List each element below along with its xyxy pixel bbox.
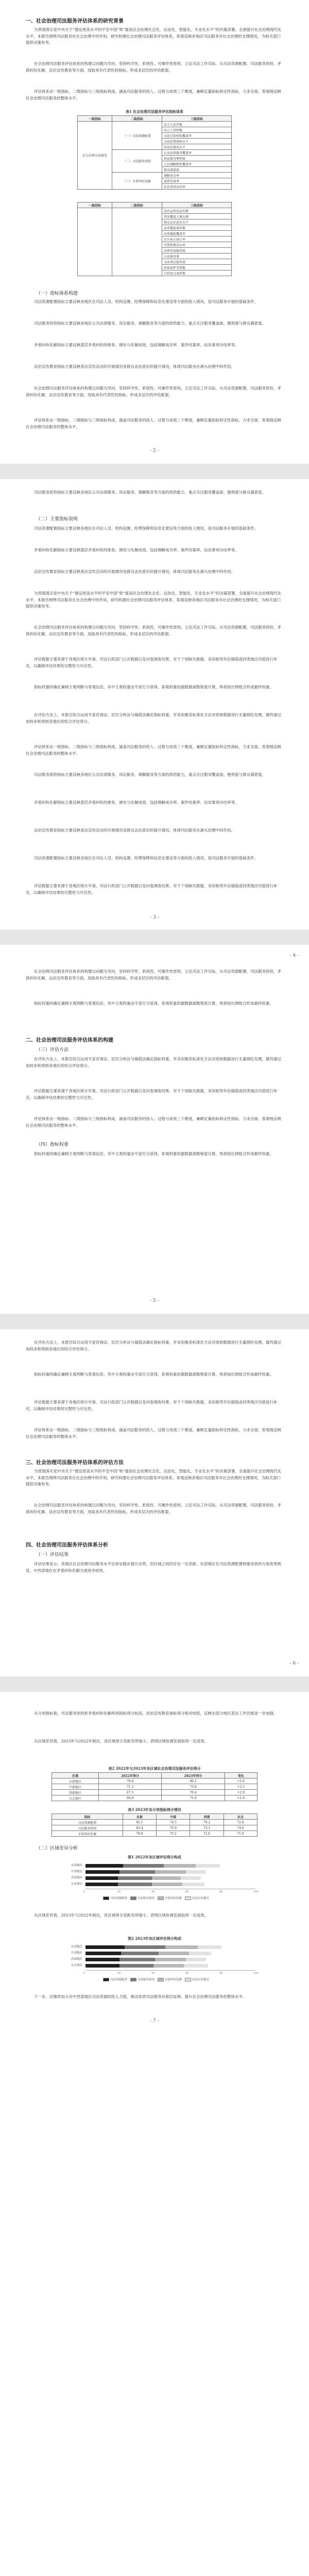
bar-category-label: 西部地区 xyxy=(71,1876,82,1879)
table-cell: 67.5 xyxy=(98,1790,161,1795)
table-cell: 70.4 xyxy=(162,1790,225,1795)
table-caption: 表2 2022年与2023年各区域社会治理司法服务评估得分 xyxy=(108,1766,201,1771)
table-row xyxy=(52,1790,258,1795)
bar-segment xyxy=(165,1945,198,1949)
paragraph: 从区域差异看，2023年与2022年相比，各区域得分差距有所缩小，表明区域协调发展取得一定成效。 xyxy=(34,1739,209,1743)
table-cell: 诉讼服务便利度 xyxy=(162,156,232,161)
bar-category-label: 东部地区 xyxy=(71,1945,82,1948)
legend-label: 司法服务供给 xyxy=(137,1897,154,1900)
stacked-bar-chart-2023 xyxy=(41,1944,268,1986)
bar-segment xyxy=(119,1958,155,1961)
table-cell: 中部地区 xyxy=(52,1784,99,1790)
paragraph: 为贯彻落实党中央关于“建设更高水平的平安中国”和“提高社会治理社会化、法治化、智能化、专业化水平”的决策部署，全面提升社会治理现代化水平，本报告围绕司法服务在社会治理中的作用，研究构建社会治理司法服务评估体系，客观反映各地区司法服务对社会治理的支撑情况，为相关部门提供决策参考。 xyxy=(26,27,282,45)
bar-segment xyxy=(119,1870,155,1874)
legend-swatch xyxy=(185,1896,191,1900)
table-cell: 人民调解组织覆盖率 xyxy=(162,161,232,167)
table-header-cell: 西部 xyxy=(190,1814,224,1820)
x-tick-label: 60 xyxy=(185,1972,189,1975)
legend-swatch xyxy=(103,1978,109,1981)
bar-row xyxy=(41,1944,268,1950)
table-cell: 法治宣传活动次数 xyxy=(162,208,232,214)
bar-category-label: 西部地区 xyxy=(71,1958,82,1961)
table-cell: +2.9 xyxy=(225,1790,257,1795)
legend-label: 司法资源配置 xyxy=(110,1897,127,1900)
paragraph: 评估体系由一级指标、二级指标与三级指标构成，涵盖司法服务的投入、过程与成效三个维度，兼顾定量指标和定性指标，力求全面、客观地反映社会治理司法服务的整体水平。 xyxy=(26,418,281,429)
table-cell: 公共法律服务覆盖率 xyxy=(162,150,232,156)
paragraph: 司法服务供给指标主要反映各地区公共法律服务、诉讼服务、调解服务等方面的供给能力，重点关注服务覆盖面、便利度与群众满意度。 xyxy=(34,321,266,326)
page-number: - 4 - xyxy=(289,953,299,958)
table-cell: 70.2 xyxy=(190,1820,224,1825)
table-header-cell: 中部 xyxy=(157,1814,190,1820)
section-heading-3: 三、社会治理司法服务评估体系的评估方法 xyxy=(26,1460,124,1466)
paragraph: 为贯彻落实党中央关于“建设更高水平的平安中国”和“提高社会治理社会化、法治化、智能化、专业化水平”的决策部署，全面提升社会治理现代化水平，本报告围绕司法服务在社会治理中的作用，研究构建社会治理司法服务评估体系，客观反映各地区司法服务对社会治理的支撑情况，为相关部门提供决策参考。 xyxy=(26,591,282,608)
table-cell: 东部地区 xyxy=(52,1778,99,1784)
legend-label: 法治宣传教育 xyxy=(192,1897,210,1900)
bar-segment xyxy=(123,1864,164,1868)
bar-segment xyxy=(152,1876,181,1880)
table-cell: +1.6 xyxy=(225,1778,257,1784)
bar-track xyxy=(85,1864,255,1868)
legend-swatch xyxy=(185,1978,191,1981)
bar-category-label: 东北地区 xyxy=(71,1964,82,1967)
table-cell: （一）司法资源配置 xyxy=(112,122,162,150)
bar-track xyxy=(85,1876,255,1880)
bar-track xyxy=(85,1964,255,1968)
bar-row xyxy=(41,1951,268,1956)
table-cell: 83.4 xyxy=(123,1825,156,1831)
table-cell: 普法覆盖人群比例 xyxy=(162,214,232,219)
table-cell: 群众法治意识水平 xyxy=(162,219,232,225)
bar-category-label: 中部地区 xyxy=(71,1870,82,1873)
paragraph: 矛盾纠纷化解指标主要反映基层矛盾纠纷的排查、调处与化解成效，包括调解成功率、案件结案率、信访事项办结率等。 xyxy=(34,800,239,805)
legend-swatch xyxy=(158,1978,164,1981)
x-tick-label: 100 xyxy=(253,1972,259,1975)
table-header-cell: 指标 xyxy=(52,1814,123,1820)
bar-track xyxy=(85,1958,255,1961)
bar-row xyxy=(41,1957,268,1962)
paragraph: 从分项指标看，司法服务供给和矛盾纠纷化解两项指标得分较高，法治宣传教育指标得分相对较低，反映出部分地区普法工作仍需进一步加强。 xyxy=(34,1711,278,1716)
table-header-cell: 三级指标 xyxy=(162,116,232,122)
table-cell: 仲裁案件受理数 xyxy=(162,265,232,270)
subsection-heading: （一）评估结果 xyxy=(36,1552,69,1557)
table-cell: 司法资源配置 xyxy=(52,1820,123,1825)
table-cell: 71.6 xyxy=(162,1795,225,1801)
table-cell: （二）司法服务供给 xyxy=(112,150,162,173)
table-cell: +1.8 xyxy=(225,1795,257,1801)
page-number: - 7 - xyxy=(150,2019,159,2024)
table-cell: 司法行政机构覆盖率 xyxy=(162,133,232,139)
table-cell: （三）矛盾纠纷化解 xyxy=(112,173,162,190)
table-caption: 表3 2023年各分项指标得分情况 xyxy=(128,1807,181,1812)
table-cell: +2.5 xyxy=(225,1784,257,1790)
table-cell: 每万人律师数 xyxy=(162,127,232,133)
x-tick-label: 40 xyxy=(151,1972,155,1975)
table-header-cell: 2023年得分 xyxy=(162,1773,225,1778)
x-tick-label: 20 xyxy=(117,1972,121,1975)
table-cell: 75.2 xyxy=(157,1831,190,1837)
paragraph: 评估体系由一级指标、二级指标与三级指标构成，涵盖司法服务的投入、过程与成效三个维度，兼顾定量指标和定性指标，力求全面、客观地反映社会治理司法服务的整体水平。 xyxy=(26,744,281,756)
bar-segment xyxy=(85,1958,119,1961)
page-number: - 3 - xyxy=(150,915,159,920)
x-tick-label: 40 xyxy=(151,1890,155,1893)
chart-legend xyxy=(41,1896,268,1900)
subsection-heading: （二）区域差异分析 xyxy=(36,1846,78,1851)
bar-segment xyxy=(85,1945,125,1949)
table-cell: 群众满意度 xyxy=(162,167,232,173)
table-row xyxy=(52,1795,258,1801)
bar-segment xyxy=(182,1883,204,1886)
paragraph: 矛盾纠纷化解指标主要反映基层矛盾纠纷的排查、调处与化解成效，包括调解成功率、案件结案率、信访事项办结率等。 xyxy=(34,343,239,347)
table-header-cell: 东部 xyxy=(123,1814,156,1820)
legend-label: 矛盾纠纷化解 xyxy=(165,1978,182,1981)
paragraph: 评估结果显示，各地区社会治理司法服务水平总体呈稳步提升态势，但区域之间仍存在一定差距。东部地区在司法资源配置和服务供给方面优势明显，中西部地区在矛盾纠纷化解方面进步较快。 xyxy=(26,1562,281,1573)
stacked-bar-chart-2022 xyxy=(41,1863,268,1904)
bar-segment xyxy=(181,1876,201,1880)
legend-swatch xyxy=(158,1896,164,1900)
bar-track xyxy=(85,1883,255,1886)
paragraph: 司法资源配置指标主要反映各地区在司法人员、机构设置、经费保障和信息化建设等方面的投入情况，是司法服务开展的基础条件。 xyxy=(34,299,258,304)
bar-segment xyxy=(85,1876,118,1880)
paragraph: 矛盾纠纷化解指标主要反映基层矛盾纠纷的排查、调处与化解成效，包括调解成功率、案件结案率、信访事项办结率等。 xyxy=(34,548,239,552)
page-gap xyxy=(0,464,309,479)
paragraph: 评估体系由一级指标、二级指标与三级指标构成，涵盖司法服务的投入、过程与成效三个维度，兼顾定量指标和定性指标，力求全面、客观地反映社会治理司法服务的整体水平。 xyxy=(26,1428,281,1439)
paragraph: 评估数据主要来源于各地区统计年鉴、司法行政部门公开数据以及问卷调查结果。对于个别缺失数据，采用相邻年份插值或同类地区均值进行补充，以确保评估结果的完整性与可比性。 xyxy=(26,1400,278,1411)
bar-track xyxy=(85,1945,255,1949)
table-cell: 案件结案率 xyxy=(162,178,232,184)
table-row xyxy=(52,1778,258,1784)
bar-row xyxy=(41,1863,268,1868)
x-axis xyxy=(85,1970,255,1971)
chart-title: 图2 2023年各区域评估得分构成 xyxy=(128,1936,181,1941)
paragraph: 下一步，应继续加大对中西部地区司法资源的投入力度，推动优质司法服务向基层延伸，提升社会治理司法服务的整体水平。 xyxy=(34,1994,247,1999)
bar-segment xyxy=(189,1952,211,1955)
paragraph: 司法服务供给指标主要反映各地区公共法律服务、诉讼服务、调解服务等方面的供给能力，重点关注服务覆盖面、便利度与群众满意度。 xyxy=(34,772,266,777)
table-cell: 72.6 xyxy=(190,1831,224,1837)
table-cell: 74.5 xyxy=(157,1820,190,1825)
bar-segment xyxy=(85,1964,119,1968)
table-cell: 行政复议案件数 xyxy=(162,270,232,276)
paragraph: 评估体系由一级指标、二级指标与三级指标构成，涵盖司法服务的投入、过程与成效三个维度，兼顾定量指标和定性指标，力求全面、客观地反映社会治理司法服务的整体水平。 xyxy=(26,1116,281,1128)
page-gap xyxy=(0,1314,309,1329)
table-header-row xyxy=(78,116,232,122)
bar-segment xyxy=(125,1945,165,1949)
table-cell xyxy=(112,208,162,276)
table-header-row xyxy=(52,1814,258,1820)
table-header-row xyxy=(52,1773,258,1778)
paragraph: 评估数据主要来源于各地区统计年鉴、司法行政部门公开数据以及问卷调查结果。对于个别缺失数据，采用相邻年份插值或同类地区均值进行补充，以确保评估结果的完整性与可比性。 xyxy=(26,884,278,895)
legend-swatch xyxy=(103,1896,109,1900)
section-heading-1: 一、社会治理司法服务评估体系的研究背景 xyxy=(26,19,124,24)
table-header-row xyxy=(78,202,232,208)
bar-segment xyxy=(152,1883,182,1886)
bar-row xyxy=(41,1963,268,1968)
page-number: - 5 - xyxy=(150,1298,159,1303)
bar-row xyxy=(41,1875,268,1880)
paragraph: 在评估方法上，本报告综合运用专家咨询法、层次分析法与熵值法确定指标权重，并采用极差标准化方法对原始数据进行无量纲化处理，最终通过加权求和得到各地区的综合评估得分。 xyxy=(26,713,281,724)
bar-segment xyxy=(198,1945,221,1949)
bar-segment xyxy=(85,1870,119,1874)
table-cell: 每万人法官数 xyxy=(162,122,232,127)
paragraph: 社会治理司法服务评估体系的构建以问题为导向，坚持科学性、系统性、可操作性原则，立足司法工作实际，从司法资源配置、司法服务供给、矛盾纠纷化解、法治宣传教育等方面，选取具有代表性的指标，形成多层次的评估框架。 xyxy=(26,386,281,397)
table-cell: 东北地区 xyxy=(52,1795,99,1801)
legend-swatch xyxy=(130,1896,136,1900)
bar-category-label: 中部地区 xyxy=(71,1952,82,1955)
subindex-table xyxy=(52,1814,258,1837)
page-number: - 6 - xyxy=(289,1661,299,1666)
x-tick-label: 80 xyxy=(219,1972,223,1975)
x-tick-label: 0 xyxy=(83,1972,85,1975)
table-cell: 公证服务量 xyxy=(162,253,232,259)
indicator-table-2 xyxy=(77,202,232,276)
paragraph: 指标权重的确定兼顾主观判断与客观信息，其中主观权重由专家打分获得，客观权重依据数据离散程度计算，两者按比例组合形成最终权重。 xyxy=(34,685,273,689)
table-cell: 82.1 xyxy=(123,1820,156,1825)
table-cell: 71.3 xyxy=(98,1784,161,1790)
paragraph: 法治宣传教育指标主要反映普法宣传活动的开展情况及群众法治意识的提升情况，体现司法服务在源头治理中的作用。 xyxy=(34,364,235,369)
x-tick-label: 100 xyxy=(253,1890,259,1893)
legend-swatch xyxy=(130,1978,136,1981)
paragraph: 司法服务供给指标主要反映各地区公共法律服务、诉讼服务、调解服务等方面的供给能力，重点关注服务覆盖面、便利度与群众满意度。 xyxy=(34,490,266,495)
table-cell: 调解成功率 xyxy=(162,173,232,178)
bar-segment xyxy=(155,1958,185,1961)
table-header-cell: 二级指标 xyxy=(112,116,162,122)
table-header-cell: 二级指标 xyxy=(112,202,162,208)
bar-segment xyxy=(196,1864,219,1868)
table-row xyxy=(52,1825,258,1831)
table-header-cell: 变化 xyxy=(225,1773,257,1778)
bar-segment xyxy=(159,1952,189,1955)
page-number: - 2 - xyxy=(150,448,159,453)
paragraph: 法治宣传教育指标主要反映普法宣传活动的开展情况及群众法治意识的提升情况，体现司法服务在源头治理中的作用。 xyxy=(34,828,235,833)
bar-segment xyxy=(186,1870,207,1874)
paragraph: 评估体系由一级指标、二级指标与三级指标构成，涵盖司法服务的投入、过程与成效三个维度，兼顾定量指标和定性指标，力求全面、客观地反映社会治理司法服务的整体水平。 xyxy=(26,89,281,100)
bar-segment xyxy=(119,1964,153,1968)
table-cell xyxy=(78,208,112,276)
table-header-cell: 一级指标 xyxy=(78,202,112,208)
table-header-cell: 2022年得分 xyxy=(98,1773,161,1778)
table-cell: 西部地区 xyxy=(52,1790,99,1795)
table-header-cell: 三级指标 xyxy=(162,202,232,208)
table-cell: 72.8 xyxy=(224,1820,257,1825)
table-cell: 信访事项办结率 xyxy=(162,184,232,190)
table-cell: 司法经费保障水平 xyxy=(162,139,232,144)
legend-label: 司法资源配置 xyxy=(110,1978,127,1981)
subsection-heading: （四）指标权重 xyxy=(36,1142,69,1147)
bar-segment xyxy=(85,1952,121,1955)
table-cell: 80.2 xyxy=(162,1778,225,1784)
table-cell: 社会治理司法服务 xyxy=(78,122,112,190)
table-cell: 安置帮教成功率 xyxy=(162,242,232,248)
bar-segment xyxy=(121,1952,159,1955)
paragraph: 评估数据主要来源于各地区统计年鉴、司法行政部门公开数据以及问卷调查结果。对于个别缺失数据，采用相邻年份插值或同类地区均值进行补充，以确保评估结果的完整性与可比性。 xyxy=(26,657,278,668)
table-cell: 71.9 xyxy=(224,1831,257,1837)
bar-segment xyxy=(164,1864,196,1868)
subsection-heading: （二）主要指标说明 xyxy=(36,517,78,522)
bar-row xyxy=(41,1882,268,1887)
paragraph: 社会治理司法服务评估体系的构建以问题为导向，坚持科学性、系统性、可操作性原则，立足司法工作实际，从司法资源配置、司法服务供给、矛盾纠纷化解、法治宣传教育等方面，选取具有代表性的指标，形成多层次的评估框架。 xyxy=(26,61,281,73)
subsection-heading: （一）指标体系构建 xyxy=(36,291,78,296)
paragraph: 从区域差异看，2023年与2022年相比，各区域得分差距有所缩小，表明区域协调发展取得一定成效。 xyxy=(34,1913,209,1918)
table-cell: 司法鉴定服务量 xyxy=(162,259,232,265)
table-row xyxy=(52,1820,258,1825)
table-cell: 法律援助覆盖率 xyxy=(162,231,232,236)
bar-row xyxy=(41,1869,268,1874)
x-tick-label: 80 xyxy=(219,1890,223,1893)
bar-segment xyxy=(184,1964,208,1968)
x-tick-label: 60 xyxy=(185,1890,189,1893)
x-tick-label: 20 xyxy=(117,1890,121,1893)
bar-segment xyxy=(118,1883,152,1886)
table-header-cell: 一级指标 xyxy=(78,116,112,122)
table-cell: 矛盾纠纷化解 xyxy=(52,1831,123,1837)
table-cell: 法律援助案件数 xyxy=(162,225,232,231)
indicator-table-1 xyxy=(77,115,232,190)
table-cell: 信息化建设水平 xyxy=(162,144,232,150)
page-gap xyxy=(0,1676,309,1692)
paragraph: 司法资源配置指标主要反映各地区在司法人员、机构设置、经费保障和信息化建设等方面的投入情况，是司法服务开展的基础条件。 xyxy=(34,526,258,531)
subsection-heading: （三）评估方法 xyxy=(36,1047,69,1053)
table-cell: 社区矫正执行率 xyxy=(162,236,232,242)
paragraph: 指标权重的确定兼顾主观判断与客观信息，其中主观权重由专家打分获得，客观权重依据数据离散程度计算，两者按比例组合形成最终权重。 xyxy=(34,1001,273,1006)
table-cell: 76.9 xyxy=(157,1825,190,1831)
bar-track xyxy=(85,1952,255,1955)
paragraph: 为贯彻落实党中央关于“建设更高水平的平安中国”和“提高社会治理社会化、法治化、智能化、专业化水平”的决策部署，全面提升社会治理现代化水平，本报告围绕司法服务在社会治理中的作用，研究构建社会治理司法服务评估体系，客观反映各地区司法服务对社会治理的支撑情况，为相关部门提供决策参考。 xyxy=(26,1469,282,1486)
table-cell: 78.6 xyxy=(98,1778,161,1784)
table-row xyxy=(78,208,232,214)
table-cell: 73.1 xyxy=(190,1825,224,1831)
table-row xyxy=(52,1831,258,1837)
paragraph: 社会治理司法服务评估体系的构建以问题为导向，坚持科学性、系统性、可操作性原则，立足司法工作实际，从司法资源配置、司法服务供给、矛盾纠纷化解、法治宣传教育等方面，选取具有代表性的指标，形成多层次的评估框架。 xyxy=(26,969,281,980)
page-gap xyxy=(0,929,309,945)
table-row xyxy=(52,1784,258,1790)
section-heading-4: 四、社会治理司法服务评估体系分析 xyxy=(26,1543,108,1548)
bar-segment xyxy=(186,1958,207,1961)
chart-legend xyxy=(41,1977,268,1981)
table-header-cell: 区域 xyxy=(52,1773,99,1778)
legend-label: 司法服务供给 xyxy=(137,1978,154,1981)
table-caption: 表1 社会治理司法服务评估指标体系 xyxy=(125,109,184,114)
paragraph: 司法资源配置指标主要反映各地区在司法人员、机构设置、经费保障和信息化建设等方面的投入情况，是司法服务开展的基础条件。 xyxy=(34,856,258,860)
table-cell: 79.8 xyxy=(123,1831,156,1837)
paragraph: 社会治理司法服务评估体系的构建以问题为导向，坚持科学性、系统性、可操作性原则，立足司法工作实际，从司法资源配置、司法服务供给、矛盾纠纷化解、法治宣传教育等方面，选取具有代表性的指标，形成多层次的评估框架。 xyxy=(26,625,281,636)
table-cell: 69.8 xyxy=(98,1795,161,1801)
score-table xyxy=(52,1772,258,1801)
table-cell: 73.8 xyxy=(162,1784,225,1790)
table-cell: 74.0 xyxy=(224,1825,257,1831)
bar-category-label: 东部地区 xyxy=(71,1864,82,1867)
bar-segment xyxy=(155,1870,185,1874)
paragraph: 指标权重的确定兼顾主观判断与客观信息，其中主观权重由专家打分获得，客观权重依据数据离散程度计算，两者按比例组合形成最终权重。 xyxy=(34,1151,273,1156)
bar-segment xyxy=(85,1864,123,1868)
bar-segment xyxy=(118,1876,152,1880)
paragraph: 评估数据主要来源于各地区统计年鉴、司法行政部门公开数据以及问卷调查结果。对于个别缺失数据，采用相邻年份插值或同类地区均值进行补充，以确保评估结果的完整性与可比性。 xyxy=(26,1089,278,1100)
paragraph: 社会治理司法服务评估体系的构建以问题为导向，坚持科学性、系统性、可操作性原则，立足司法工作实际，从司法资源配置、司法服务供给、矛盾纠纷化解、法治宣传教育等方面，选取具有代表性的指标，形成多层次的评估框架。 xyxy=(26,1503,281,1514)
table-cell: 司法服务供给 xyxy=(52,1825,123,1831)
paragraph: 在评估方法上，本报告综合运用专家咨询法、层次分析法与熵值法确定指标权重，并采用极差标准化方法对原始数据进行无量纲化处理，最终通过加权求和得到各地区的综合评估得分。 xyxy=(26,1057,281,1068)
table-header-cell: 东北 xyxy=(224,1814,257,1820)
bar-segment xyxy=(153,1964,184,1968)
bar-category-label: 东北地区 xyxy=(71,1883,82,1886)
paragraph: 在评估方法上，本报告综合运用专家咨询法、层次分析法与熵值法确定指标权重，并采用极差标准化方法对原始数据进行无量纲化处理，最终通过加权求和得到各地区的综合评估得分。 xyxy=(26,1340,281,1351)
legend-label: 矛盾纠纷化解 xyxy=(165,1897,182,1900)
x-tick-label: 0 xyxy=(83,1890,85,1893)
table-cell: 法律咨询服务量 xyxy=(162,248,232,253)
paragraph: 法治宣传教育指标主要反映普法宣传活动的开展情况及群众法治意识的提升情况，体现司法服务在源头治理中的作用。 xyxy=(34,569,235,574)
paragraph: 指标权重的确定兼顾主观判断与客观信息，其中主观权重由专家打分获得，客观权重依据数据离散程度计算，两者按比例组合形成最终权重。 xyxy=(34,1372,273,1377)
chart-title: 图1 2022年各区域评估得分构成 xyxy=(128,1855,181,1859)
bar-track xyxy=(85,1870,255,1874)
legend-label: 法治宣传教育 xyxy=(192,1978,210,1981)
table-row xyxy=(78,122,232,127)
bar-segment xyxy=(85,1883,118,1886)
section-heading-2: 二、社会治理司法服务评估体系的构建 xyxy=(26,1038,113,1043)
